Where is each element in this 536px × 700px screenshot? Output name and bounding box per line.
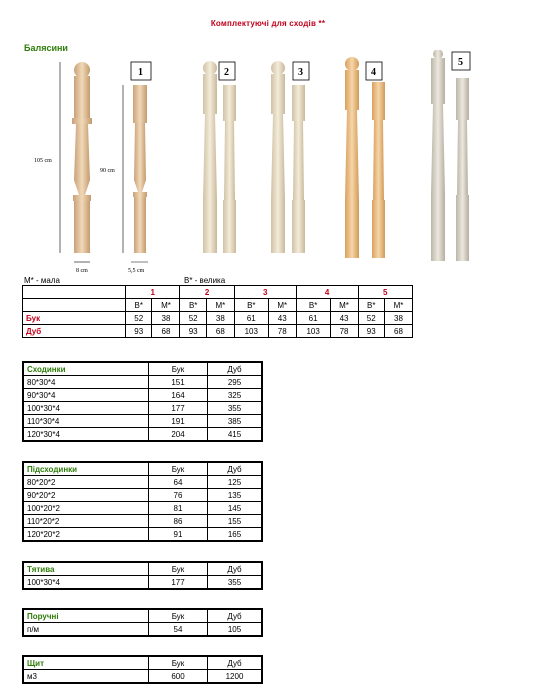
width-55-label: 5,5 cm — [128, 268, 145, 274]
price-cell: 38 — [384, 312, 412, 325]
table-header-row — [23, 562, 262, 576]
table-row — [23, 389, 262, 402]
legend-small: М* - мала — [24, 276, 60, 285]
beech-price-cell: 81 — [149, 502, 208, 515]
model-header: 1 — [126, 286, 180, 299]
column-header-oak: Дуб — [208, 362, 263, 376]
table-row — [23, 515, 262, 528]
size-header: В* — [126, 299, 152, 312]
width-8-label: 8 cm — [76, 268, 88, 274]
oak-price-cell: 135 — [208, 489, 263, 502]
beech-price-cell: 54 — [149, 623, 208, 637]
size-cell: 80*30*4 — [23, 376, 149, 389]
beech-price-cell: 164 — [149, 389, 208, 402]
oak-price-cell: 355 — [208, 576, 263, 590]
model-header: 4 — [296, 286, 358, 299]
price-cell: 61 — [234, 312, 268, 325]
baluster-pair-2 — [203, 61, 236, 253]
column-header-oak: Дуб — [208, 656, 263, 670]
price-table — [22, 608, 263, 637]
price-cell: 103 — [234, 325, 268, 338]
model-number-5: 5 — [458, 57, 463, 68]
size-cell: 90*20*2 — [23, 489, 149, 502]
table-heading: Тятива — [23, 562, 149, 576]
baluster-large-1 — [72, 62, 92, 253]
baluster-pair-3 — [271, 61, 305, 253]
column-header-oak: Дуб — [208, 609, 263, 623]
page-title: Комплектуючі для сходів ** — [210, 19, 326, 28]
table-row — [23, 489, 262, 502]
balusters-illustration — [30, 50, 500, 280]
legend-large: В* - велика — [184, 276, 226, 285]
table-row — [23, 576, 262, 590]
size-header: В* — [180, 299, 206, 312]
oak-price-cell: 355 — [208, 402, 263, 415]
price-table — [22, 655, 263, 684]
table-row — [23, 312, 413, 325]
size-cell: п/м — [23, 623, 149, 637]
oak-price-cell: 155 — [208, 515, 263, 528]
oak-price-cell: 325 — [208, 389, 263, 402]
oak-price-cell: 1200 — [208, 670, 263, 684]
size-header: В* — [234, 299, 268, 312]
price-cell: 93 — [358, 325, 384, 338]
size-cell: 100*20*2 — [23, 502, 149, 515]
price-table — [22, 461, 263, 542]
model-header: 3 — [234, 286, 296, 299]
size-cell: 110*20*2 — [23, 515, 149, 528]
baluster-price-table — [22, 285, 413, 338]
size-header: М* — [330, 299, 358, 312]
price-table — [22, 361, 263, 442]
baluster-small-1 — [133, 85, 147, 253]
oak-price-cell: 125 — [208, 476, 263, 489]
beech-price-cell: 64 — [149, 476, 208, 489]
table-heading: Сходинки — [23, 362, 149, 376]
table-row — [23, 376, 262, 389]
column-header-oak: Дуб — [208, 562, 263, 576]
beech-price-cell: 177 — [149, 402, 208, 415]
table-header-row — [23, 362, 262, 376]
model-header: 5 — [358, 286, 413, 299]
beech-price-cell: 151 — [149, 376, 208, 389]
column-header-beech: Бук — [149, 462, 208, 476]
header-empty-cell — [23, 299, 126, 312]
oak-price-cell: 165 — [208, 528, 263, 542]
price-cell: 52 — [180, 312, 206, 325]
table-row — [23, 528, 262, 542]
price-cell: 78 — [268, 325, 296, 338]
table-row — [23, 502, 262, 515]
size-cell: 100*30*4 — [23, 576, 149, 590]
size-cell: 120*20*2 — [23, 528, 149, 542]
price-cell: 61 — [296, 312, 330, 325]
size-cell: 90*30*4 — [23, 389, 149, 402]
table-row — [23, 670, 262, 684]
balusters-heading: Балясини — [24, 43, 68, 53]
price-cell: 52 — [126, 312, 152, 325]
table-heading: Щит — [23, 656, 149, 670]
model-number-2: 2 — [224, 67, 229, 78]
wood-type-label: Бук — [23, 312, 126, 325]
table-header-row — [23, 462, 262, 476]
price-cell: 103 — [296, 325, 330, 338]
table-heading: Підсходинки — [23, 462, 149, 476]
beech-price-cell: 177 — [149, 576, 208, 590]
size-cell: 120*30*4 — [23, 428, 149, 442]
price-cell: 68 — [152, 325, 180, 338]
column-header-beech: Бук — [149, 609, 208, 623]
oak-price-cell: 385 — [208, 415, 263, 428]
price-cell: 68 — [206, 325, 234, 338]
table-row — [23, 428, 262, 442]
height-90-label: 90 cm — [100, 168, 115, 174]
height-105-label: 105 cm — [34, 158, 52, 164]
size-cell: 110*30*4 — [23, 415, 149, 428]
size-cell: м3 — [23, 670, 149, 684]
header-empty-cell — [23, 286, 126, 299]
table-header-row — [23, 656, 262, 670]
table-row — [23, 415, 262, 428]
oak-price-cell: 105 — [208, 623, 263, 637]
oak-price-cell: 145 — [208, 502, 263, 515]
size-header: М* — [152, 299, 180, 312]
beech-price-cell: 191 — [149, 415, 208, 428]
table-header-row — [23, 609, 262, 623]
column-header-beech: Бук — [149, 562, 208, 576]
model-number-4: 4 — [371, 67, 376, 78]
table-row — [23, 476, 262, 489]
price-cell: 38 — [206, 312, 234, 325]
column-header-beech: Бук — [149, 656, 208, 670]
price-cell: 93 — [180, 325, 206, 338]
beech-price-cell: 91 — [149, 528, 208, 542]
size-cell: 80*20*2 — [23, 476, 149, 489]
table-row — [23, 325, 413, 338]
price-cell: 93 — [126, 325, 152, 338]
model-number-3: 3 — [298, 67, 303, 78]
beech-price-cell: 86 — [149, 515, 208, 528]
price-cell: 38 — [152, 312, 180, 325]
beech-price-cell: 76 — [149, 489, 208, 502]
size-header: М* — [384, 299, 412, 312]
column-header-beech: Бук — [149, 362, 208, 376]
price-cell: 43 — [268, 312, 296, 325]
price-cell: 52 — [358, 312, 384, 325]
table-heading: Поручні — [23, 609, 149, 623]
model-number-1: 1 — [138, 67, 143, 78]
table-row — [23, 623, 262, 637]
price-cell: 43 — [330, 312, 358, 325]
size-header: В* — [358, 299, 384, 312]
beech-price-cell: 204 — [149, 428, 208, 442]
price-cell: 78 — [330, 325, 358, 338]
size-header: М* — [268, 299, 296, 312]
price-table — [22, 561, 263, 590]
size-header: В* — [296, 299, 330, 312]
baluster-pair-4 — [345, 57, 385, 258]
oak-price-cell: 415 — [208, 428, 263, 442]
column-header-oak: Дуб — [208, 462, 263, 476]
size-cell: 100*30*4 — [23, 402, 149, 415]
size-header: М* — [206, 299, 234, 312]
price-cell: 68 — [384, 325, 412, 338]
oak-price-cell: 295 — [208, 376, 263, 389]
beech-price-cell: 600 — [149, 670, 208, 684]
baluster-pair-5 — [431, 50, 469, 261]
wood-type-label: Дуб — [23, 325, 126, 338]
model-header: 2 — [180, 286, 234, 299]
table-row — [23, 402, 262, 415]
